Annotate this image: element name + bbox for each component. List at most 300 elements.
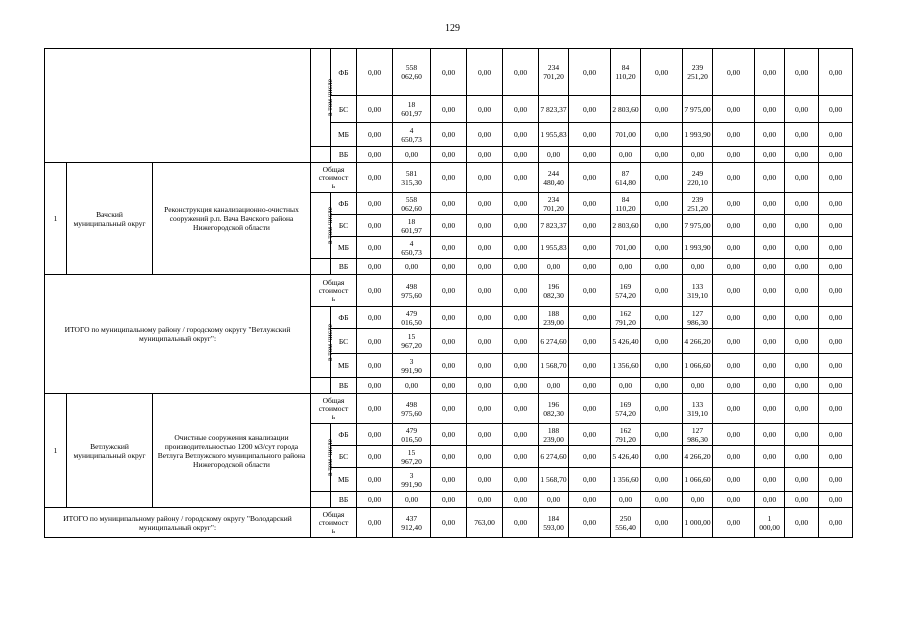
value-cell: 0,00 — [611, 147, 641, 163]
value-cell: 244 480,40 — [539, 163, 569, 193]
value-cell: 0,00 — [755, 424, 785, 446]
vetluga-total-row — [45, 394, 887, 424]
value-cell: 7 975,00 — [683, 96, 713, 123]
fund-source: ВБ — [331, 492, 357, 508]
value-cell: 15 967,20 — [393, 329, 431, 354]
value-cell: 0,00 — [357, 307, 393, 329]
value-cell: 437 912,40 — [393, 508, 431, 538]
itogo-total-row — [45, 275, 887, 307]
value-cell: 0,00 — [713, 329, 755, 354]
value-cell: 0,00 — [785, 378, 819, 394]
value-cell: 0,00 — [393, 492, 431, 508]
value-cell: 0,00 — [467, 424, 503, 446]
total-cost-label: Общая стоимост ь — [311, 394, 357, 424]
including-text: в том числе — [325, 206, 335, 245]
value-cell: 0,00 — [503, 424, 539, 446]
value-cell: 0,00 — [713, 259, 755, 275]
value-cell: 0,00 — [713, 446, 755, 468]
value-cell: 0,00 — [503, 468, 539, 492]
itogo-label: ИТОГО по муниципальному району / городскому округу "Ветлужский муниципальный округ": — [45, 275, 311, 394]
value-cell: 0,00 — [641, 492, 683, 508]
fund-source: ФБ — [331, 307, 357, 329]
value-cell: 0,00 — [683, 147, 713, 163]
value-cell: 0,00 — [641, 215, 683, 237]
value-cell: 0,00 — [641, 147, 683, 163]
value-cell: 0,00 — [357, 378, 393, 394]
value-cell: 0,00 — [819, 378, 853, 394]
value-cell: 0,00 — [431, 147, 467, 163]
value-cell: 0,00 — [569, 96, 611, 123]
value-cell: 0,00 — [641, 193, 683, 215]
value-cell: 0,00 — [755, 163, 785, 193]
value-cell: 0,00 — [503, 329, 539, 354]
value-cell: 196 082,30 — [539, 394, 569, 424]
value-cell: 0,00 — [785, 237, 819, 259]
value-cell: 0,00 — [641, 468, 683, 492]
value-cell: 0,00 — [431, 96, 467, 123]
value-cell: 1 356,60 — [611, 354, 641, 378]
value-cell: 0,00 — [503, 378, 539, 394]
value-cell: 127 986,30 — [683, 424, 713, 446]
value-cell: 0,00 — [357, 49, 393, 96]
value-cell: 0,00 — [755, 378, 785, 394]
fund-source: БС — [331, 215, 357, 237]
value-cell: 0,00 — [819, 215, 853, 237]
value-cell: 0,00 — [713, 424, 755, 446]
value-cell: 0,00 — [755, 96, 785, 123]
value-cell: 0,00 — [785, 329, 819, 354]
fund-source: ВБ — [331, 378, 357, 394]
value-cell: 0,00 — [785, 492, 819, 508]
value-cell: 0,00 — [819, 237, 853, 259]
value-cell: 0,00 — [641, 424, 683, 446]
value-cell: 127 986,30 — [683, 307, 713, 329]
value-cell: 0,00 — [785, 275, 819, 307]
value-cell: 0,00 — [569, 329, 611, 354]
budget-table — [44, 48, 887, 538]
value-cell: 0,00 — [569, 492, 611, 508]
value-cell: 0,00 — [819, 468, 853, 492]
value-cell: 0,00 — [755, 329, 785, 354]
blank-rot-cell — [311, 147, 331, 163]
including-label — [311, 307, 335, 378]
value-cell: 84 110,20 — [611, 49, 641, 96]
value-cell: 18 601,97 — [393, 215, 431, 237]
value-cell: 0,00 — [569, 394, 611, 424]
value-cell: 0,00 — [357, 259, 393, 275]
value-cell: 0,00 — [569, 147, 611, 163]
value-cell: 2 803,60 — [611, 215, 641, 237]
value-cell: 0,00 — [431, 49, 467, 96]
value-cell: 0,00 — [785, 446, 819, 468]
value-cell: 0,00 — [503, 237, 539, 259]
value-cell: 0,00 — [713, 96, 755, 123]
blank-rot-cell — [311, 259, 331, 275]
value-cell: 0,00 — [683, 378, 713, 394]
value-cell: 0,00 — [357, 492, 393, 508]
value-cell: 0,00 — [393, 378, 431, 394]
value-cell: 0,00 — [819, 275, 853, 307]
value-cell: 0,00 — [393, 147, 431, 163]
value-cell: 0,00 — [467, 215, 503, 237]
value-cell: 0,00 — [431, 424, 467, 446]
value-cell: 0,00 — [503, 259, 539, 275]
value-cell: 558 062,60 — [393, 193, 431, 215]
value-cell: 0,00 — [713, 49, 755, 96]
fund-source: ВБ — [331, 147, 357, 163]
value-cell: 0,00 — [785, 123, 819, 147]
value-cell: 6 274,60 — [539, 446, 569, 468]
value-cell: 7 823,37 — [539, 215, 569, 237]
value-cell: 0,00 — [357, 123, 393, 147]
value-cell: 1 993,90 — [683, 237, 713, 259]
value-cell: 1 066,60 — [683, 354, 713, 378]
value-cell: 0,00 — [431, 492, 467, 508]
value-cell: 0,00 — [755, 237, 785, 259]
value-cell: 0,00 — [431, 163, 467, 193]
value-cell: 0,00 — [785, 193, 819, 215]
value-cell: 0,00 — [539, 259, 569, 275]
value-cell: 0,00 — [431, 468, 467, 492]
blank-rot-cell — [311, 378, 331, 394]
row-number: 1 — [45, 394, 67, 508]
value-cell: 0,00 — [683, 259, 713, 275]
value-cell: 479 016,50 — [393, 307, 431, 329]
value-cell: 0,00 — [569, 307, 611, 329]
value-cell: 0,00 — [755, 307, 785, 329]
value-cell: 0,00 — [819, 354, 853, 378]
value-cell: 0,00 — [641, 237, 683, 259]
value-cell: 0,00 — [503, 446, 539, 468]
value-cell: 0,00 — [569, 193, 611, 215]
value-cell: 0,00 — [467, 275, 503, 307]
value-cell: 0,00 — [503, 163, 539, 193]
including-text: в том числе — [325, 438, 335, 477]
value-cell: 0,00 — [357, 329, 393, 354]
fund-source: ФБ — [331, 193, 357, 215]
value-cell: 0,00 — [819, 96, 853, 123]
value-cell: 250 556,40 — [611, 508, 641, 538]
value-cell: 2 803,60 — [611, 96, 641, 123]
value-cell: 249 220,10 — [683, 163, 713, 193]
value-cell: 0,00 — [467, 378, 503, 394]
value-cell: 0,00 — [785, 307, 819, 329]
value-cell: 498 975,60 — [393, 275, 431, 307]
value-cell: 0,00 — [503, 394, 539, 424]
value-cell: 0,00 — [713, 237, 755, 259]
value-cell: 0,00 — [467, 492, 503, 508]
value-cell: 498 975,60 — [393, 394, 431, 424]
value-cell: 0,00 — [357, 237, 393, 259]
value-cell: 0,00 — [357, 215, 393, 237]
value-cell: 0,00 — [431, 307, 467, 329]
value-cell: 0,00 — [357, 424, 393, 446]
value-cell: 0,00 — [357, 468, 393, 492]
value-cell: 3 991,90 — [393, 354, 431, 378]
value-cell: 162 791,20 — [611, 307, 641, 329]
value-cell: 0,00 — [755, 468, 785, 492]
value-cell: 0,00 — [431, 259, 467, 275]
including-label — [311, 49, 335, 147]
value-cell: 0,00 — [611, 492, 641, 508]
row-number: 1 — [45, 163, 67, 275]
value-cell: 7 975,00 — [683, 215, 713, 237]
value-cell: 0,00 — [713, 215, 755, 237]
total-cost-label: Общая стоимост ь — [311, 508, 357, 538]
value-cell: 0,00 — [785, 508, 819, 538]
value-cell: 0,00 — [467, 307, 503, 329]
value-cell: 558 062,60 — [393, 49, 431, 96]
value-cell: 0,00 — [467, 446, 503, 468]
value-cell: 0,00 — [641, 329, 683, 354]
value-cell: 0,00 — [713, 492, 755, 508]
fund-source: МБ — [331, 354, 357, 378]
value-cell: 0,00 — [467, 96, 503, 123]
value-cell: 0,00 — [569, 215, 611, 237]
value-cell: 0,00 — [819, 329, 853, 354]
value-cell: 0,00 — [785, 424, 819, 446]
project-description: Реконструкция канализационно-очистных сооружений р.п. Вача Вачского района Нижегородской области — [153, 163, 311, 275]
fund-source: ФБ — [331, 424, 357, 446]
value-cell: 1 955,83 — [539, 123, 569, 147]
value-cell: 0,00 — [393, 259, 431, 275]
value-cell: 6 274,60 — [539, 329, 569, 354]
value-cell: 0,00 — [431, 354, 467, 378]
value-cell: 0,00 — [641, 378, 683, 394]
value-cell: 15 967,20 — [393, 446, 431, 468]
value-cell: 0,00 — [819, 163, 853, 193]
value-cell: 0,00 — [569, 123, 611, 147]
value-cell: 133 319,10 — [683, 275, 713, 307]
value-cell: 0,00 — [357, 446, 393, 468]
value-cell: 0,00 — [755, 147, 785, 163]
value-cell: 0,00 — [467, 237, 503, 259]
value-cell: 0,00 — [569, 468, 611, 492]
value-cell: 1 066,60 — [683, 468, 713, 492]
value-cell: 0,00 — [713, 123, 755, 147]
value-cell: 0,00 — [467, 468, 503, 492]
value-cell: 0,00 — [819, 259, 853, 275]
value-cell: 0,00 — [785, 96, 819, 123]
value-cell: 0,00 — [785, 394, 819, 424]
value-cell: 0,00 — [569, 424, 611, 446]
value-cell: 0,00 — [713, 307, 755, 329]
value-cell: 0,00 — [713, 508, 755, 538]
value-cell: 5 426,40 — [611, 329, 641, 354]
value-cell: 0,00 — [467, 259, 503, 275]
fund-source: МБ — [331, 237, 357, 259]
value-cell: 0,00 — [819, 446, 853, 468]
value-cell: 188 239,00 — [539, 307, 569, 329]
value-cell: 0,00 — [755, 193, 785, 215]
value-cell: 0,00 — [819, 49, 853, 96]
value-cell: 0,00 — [641, 446, 683, 468]
value-cell: 0,00 — [431, 215, 467, 237]
value-cell: 0,00 — [431, 329, 467, 354]
value-cell: 0,00 — [357, 354, 393, 378]
value-cell: 0,00 — [569, 275, 611, 307]
value-cell: 18 601,97 — [393, 96, 431, 123]
value-cell: 1 000,00 — [683, 508, 713, 538]
fund-source: ВБ — [331, 259, 357, 275]
value-cell: 0,00 — [713, 193, 755, 215]
value-cell: 0,00 — [503, 492, 539, 508]
value-cell: 0,00 — [611, 378, 641, 394]
value-cell: 4 650,73 — [393, 237, 431, 259]
value-cell: 0,00 — [503, 193, 539, 215]
value-cell: 0,00 — [539, 147, 569, 163]
value-cell: 234 701,20 — [539, 49, 569, 96]
value-cell: 701,00 — [611, 123, 641, 147]
value-cell: 0,00 — [569, 446, 611, 468]
value-cell: 0,00 — [569, 378, 611, 394]
page-number: 129 — [445, 23, 460, 34]
value-cell: 0,00 — [467, 147, 503, 163]
itogo-final-row — [45, 508, 887, 538]
value-cell: 0,00 — [713, 163, 755, 193]
value-cell: 0,00 — [539, 378, 569, 394]
value-cell: 0,00 — [641, 123, 683, 147]
value-cell: 0,00 — [755, 123, 785, 147]
value-cell: 84 110,20 — [611, 193, 641, 215]
value-cell: 0,00 — [569, 163, 611, 193]
value-cell: 0,00 — [641, 394, 683, 424]
value-cell: 0,00 — [785, 468, 819, 492]
value-cell: 0,00 — [503, 123, 539, 147]
value-cell: 1 568,70 — [539, 468, 569, 492]
value-cell: 0,00 — [785, 259, 819, 275]
blank-rot-cell — [311, 492, 331, 508]
value-cell: 1 993,90 — [683, 123, 713, 147]
value-cell: 0,00 — [569, 49, 611, 96]
value-cell: 0,00 — [467, 123, 503, 147]
value-cell: 0,00 — [641, 96, 683, 123]
value-cell: 0,00 — [641, 354, 683, 378]
total-cost-label: Общая стоимост ь — [311, 163, 357, 193]
value-cell: 0,00 — [819, 193, 853, 215]
value-cell: 0,00 — [431, 193, 467, 215]
value-cell: 0,00 — [431, 237, 467, 259]
value-cell: 0,00 — [357, 193, 393, 215]
value-cell: 0,00 — [569, 259, 611, 275]
value-cell: 0,00 — [357, 508, 393, 538]
value-cell: 0,00 — [569, 237, 611, 259]
value-cell: 4 650,73 — [393, 123, 431, 147]
value-cell: 0,00 — [713, 468, 755, 492]
value-cell: 0,00 — [755, 275, 785, 307]
value-cell: 0,00 — [467, 163, 503, 193]
itogo-final-label: ИТОГО по муниципальному району / городскому округу "Володарский муниципальный округ": — [45, 508, 311, 538]
value-cell: 0,00 — [785, 49, 819, 96]
value-cell: 0,00 — [431, 275, 467, 307]
value-cell: 0,00 — [785, 215, 819, 237]
value-cell: 1 568,70 — [539, 354, 569, 378]
value-cell: 0,00 — [755, 49, 785, 96]
fund-source: ФБ — [331, 49, 357, 96]
value-cell: 133 319,10 — [683, 394, 713, 424]
value-cell: 0,00 — [357, 147, 393, 163]
value-cell: 0,00 — [569, 354, 611, 378]
value-cell: 0,00 — [755, 215, 785, 237]
value-cell: 0,00 — [467, 193, 503, 215]
value-cell: 0,00 — [641, 259, 683, 275]
value-cell: 169 574,20 — [611, 275, 641, 307]
value-cell: 0,00 — [503, 354, 539, 378]
value-cell: 0,00 — [503, 215, 539, 237]
value-cell: 0,00 — [755, 394, 785, 424]
blank-left-cell — [45, 49, 311, 163]
value-cell: 0,00 — [467, 354, 503, 378]
value-cell: 0,00 — [503, 275, 539, 307]
including-text: в том числе — [325, 78, 335, 117]
value-cell: 0,00 — [755, 446, 785, 468]
value-cell: 0,00 — [611, 259, 641, 275]
value-cell: 5 426,40 — [611, 446, 641, 468]
value-cell: 234 701,20 — [539, 193, 569, 215]
value-cell: 3 991,90 — [393, 468, 431, 492]
value-cell: 0,00 — [503, 147, 539, 163]
value-cell: 0,00 — [713, 394, 755, 424]
value-cell: 0,00 — [431, 378, 467, 394]
value-cell: 184 593,00 — [539, 508, 569, 538]
value-cell: 0,00 — [785, 354, 819, 378]
value-cell: 239 251,20 — [683, 193, 713, 215]
value-cell: 0,00 — [785, 147, 819, 163]
value-cell: 0,00 — [755, 492, 785, 508]
fund-source: БС — [331, 329, 357, 354]
value-cell: 0,00 — [755, 259, 785, 275]
value-cell: 1 955,83 — [539, 237, 569, 259]
value-cell: 0,00 — [713, 354, 755, 378]
value-cell: 0,00 — [755, 354, 785, 378]
including-label — [311, 193, 335, 259]
including-label — [311, 424, 335, 492]
value-cell: 479 016,50 — [393, 424, 431, 446]
continued-row — [45, 49, 887, 96]
value-cell: 0,00 — [819, 492, 853, 508]
district-name: Ветлужский муниципальный округ — [67, 394, 153, 508]
value-cell: 239 251,20 — [683, 49, 713, 96]
fund-source: МБ — [331, 468, 357, 492]
value-cell: 0,00 — [357, 394, 393, 424]
value-cell: 0,00 — [503, 49, 539, 96]
value-cell: 0,00 — [819, 424, 853, 446]
value-cell: 701,00 — [611, 237, 641, 259]
value-cell: 0,00 — [819, 307, 853, 329]
value-cell: 0,00 — [713, 275, 755, 307]
value-cell: 0,00 — [503, 508, 539, 538]
fund-source: БС — [331, 446, 357, 468]
value-cell: 87 614,80 — [611, 163, 641, 193]
value-cell: 0,00 — [467, 394, 503, 424]
value-cell: 0,00 — [819, 508, 853, 538]
total-cost-label: Общая стоимост ь — [311, 275, 357, 307]
value-cell: 0,00 — [641, 307, 683, 329]
value-cell: 0,00 — [357, 96, 393, 123]
value-cell: 0,00 — [641, 275, 683, 307]
value-cell: 0,00 — [641, 49, 683, 96]
value-cell: 0,00 — [819, 394, 853, 424]
value-cell: 0,00 — [539, 492, 569, 508]
value-cell: 0,00 — [357, 275, 393, 307]
vacha-total-row — [45, 163, 887, 193]
value-cell: 7 823,37 — [539, 96, 569, 123]
value-cell: 0,00 — [503, 96, 539, 123]
value-cell: 0,00 — [641, 163, 683, 193]
including-text: в том числе — [325, 323, 335, 361]
value-cell: 0,00 — [569, 508, 611, 538]
value-cell: 4 266,20 — [683, 329, 713, 354]
